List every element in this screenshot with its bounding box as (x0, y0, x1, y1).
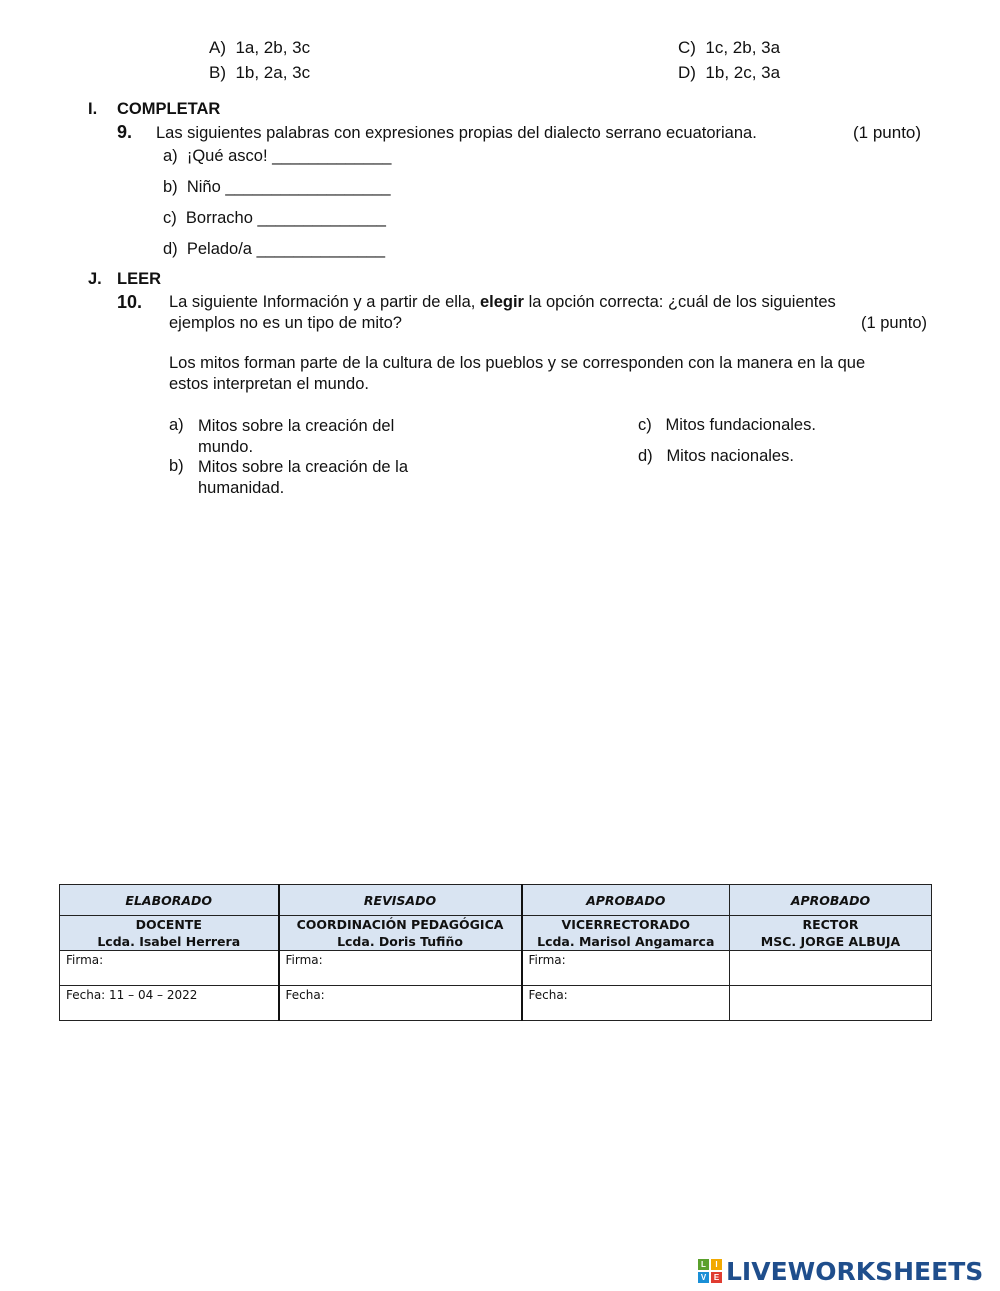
question-10-number: 10. (117, 292, 143, 312)
answer-c-letter: c) (638, 416, 652, 434)
fill-item-a[interactable] (163, 147, 391, 166)
role-person: Lcda. Doris Tufiño (337, 934, 463, 949)
section-j-marker: J. (88, 270, 102, 288)
header-revisado: REVISADO (279, 885, 522, 916)
question-10-text-line2: ejemplos no es un tipo de mito? (169, 314, 402, 332)
role-cell-coordinacion (279, 916, 522, 951)
header-aprobado-2: APROBADO (730, 885, 932, 916)
option-letter: A) (209, 38, 226, 57)
item-text: Niño __________________ (186, 178, 391, 196)
passage-line-2: estos interpretan el mundo. (169, 375, 369, 393)
table-fecha-row (60, 986, 932, 1021)
firma-cell (730, 951, 932, 986)
logo-square-l: L (698, 1259, 709, 1270)
header-elaborado: ELABORADO (60, 885, 279, 916)
section-j-title: LEER (117, 270, 162, 288)
logo-square-i: I (711, 1259, 722, 1270)
answer-d-text: Mitos nacionales. (666, 447, 794, 465)
option-letter: C) (678, 38, 696, 57)
option-text: 1b, 2c, 3a (705, 63, 781, 82)
firma-cell: Firma: (60, 951, 279, 986)
option-text: 1b, 2a, 3c (235, 63, 311, 82)
table-header-row (60, 885, 932, 916)
logo-icon (698, 1259, 722, 1283)
fill-item-b[interactable] (163, 178, 391, 197)
option-A (209, 38, 310, 58)
header-aprobado-1: APROBADO (522, 885, 730, 916)
option-D (678, 63, 780, 83)
role-title: RECTOR (802, 917, 859, 932)
section-i-title: COMPLETAR (117, 100, 221, 118)
question-10-points: (1 punto) (861, 314, 928, 332)
liveworksheets-logo (698, 1256, 983, 1286)
role-title: DOCENTE (135, 917, 202, 932)
answer-c-text: Mitos fundacionales. (665, 416, 816, 434)
role-person: MSC. JORGE ALBUJA (760, 934, 901, 949)
table-roles-row (60, 916, 932, 951)
role-person: Lcda. Isabel Herrera (97, 934, 241, 949)
item-letter: d) (163, 240, 178, 258)
logo-square-e: E (711, 1272, 722, 1283)
firma-cell: Firma: (279, 951, 522, 986)
section-i-marker: I. (88, 100, 98, 118)
option-C (678, 38, 780, 58)
answer-a-text[interactable]: Mitos sobre la creación del mundo. (198, 417, 395, 456)
question-9-number: 9. (117, 122, 133, 142)
question-10-text-part1: La siguiente Información y a partir de ella, (169, 293, 476, 311)
question-9-points: (1 punto) (853, 123, 922, 142)
logo-square-v: V (698, 1272, 709, 1283)
item-text: Pelado/a ______________ (186, 240, 386, 258)
answer-b-text[interactable]: Mitos sobre la creación de la humanidad. (198, 458, 409, 497)
role-cell-docente (60, 916, 279, 951)
role-title: COORDINACIÓN PEDAGÓGICA (296, 917, 504, 932)
option-letter: D) (678, 63, 696, 82)
firma-cell: Firma: (522, 951, 730, 986)
role-cell-rector (730, 916, 932, 951)
option-letter: B) (209, 63, 226, 82)
signature-table (59, 884, 932, 1021)
option-text: 1a, 2b, 3c (235, 38, 311, 57)
fecha-cell (730, 986, 932, 1021)
question-10-keyword: elegir (479, 293, 524, 311)
role-cell-vicerrectorado (522, 916, 730, 951)
question-10-text-part2: la opción correcta: ¿cuál de los siguientes (528, 293, 836, 311)
question-9-text: Las siguientes palabras con expresiones propias del dialecto serrano ecuatoriana. (156, 124, 757, 142)
answer-c[interactable] (638, 416, 816, 435)
fill-item-d[interactable] (163, 240, 385, 259)
answer-d-letter: d) (638, 447, 653, 465)
fecha-cell: Fecha: (279, 986, 522, 1021)
fill-item-c[interactable] (163, 209, 386, 228)
answer-d[interactable] (638, 447, 794, 466)
item-text: ¡Qué asco! _____________ (186, 147, 392, 165)
logo-text: LIVEWORKSHEETS (726, 1256, 984, 1286)
option-B (209, 63, 310, 83)
role-person: Lcda. Marisol Angamarca (537, 934, 715, 949)
question-10-text (169, 293, 836, 312)
item-text: Borracho ______________ (185, 209, 386, 227)
fecha-cell: Fecha: (522, 986, 730, 1021)
item-letter: c) (163, 209, 177, 227)
table-firma-row (60, 951, 932, 986)
option-text: 1c, 2b, 3a (705, 38, 781, 57)
passage-line-1: Los mitos forman parte de la cultura de los pueblos y se corresponden con la manera en la que (169, 354, 866, 372)
answer-b-letter[interactable]: b) (169, 457, 184, 475)
item-letter: a) (163, 147, 178, 165)
fecha-cell: Fecha: 11 – 04 – 2022 (60, 986, 279, 1021)
role-title: VICERRECTORADO (561, 917, 690, 932)
item-letter: b) (163, 178, 178, 196)
answer-a-letter[interactable]: a) (169, 416, 184, 434)
